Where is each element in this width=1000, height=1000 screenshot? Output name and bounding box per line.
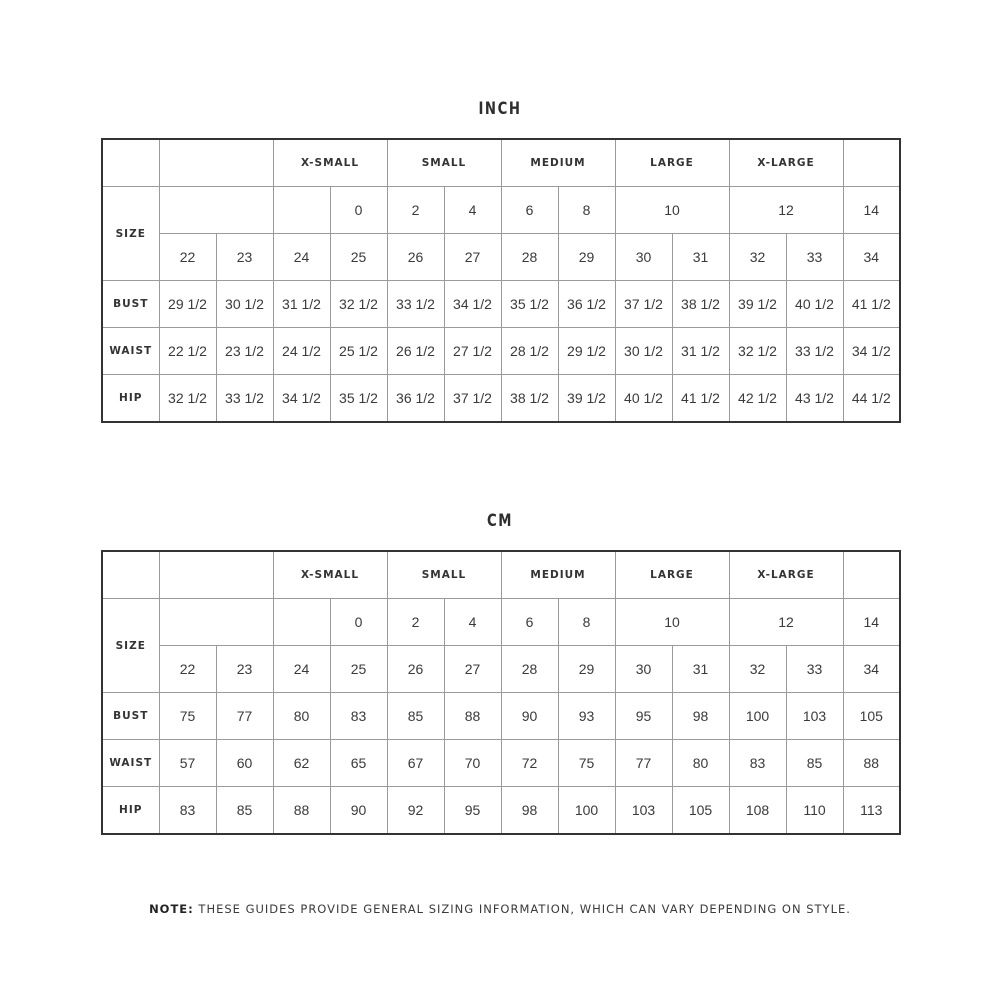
jean-size-cell: 33 bbox=[786, 646, 843, 693]
hip-value: 39 1/2 bbox=[558, 375, 615, 423]
bust-value: 80 bbox=[273, 693, 330, 740]
jean-size-cell: 30 bbox=[615, 646, 672, 693]
us-size-cell: 0 bbox=[330, 599, 387, 646]
us-size-cell: 2 bbox=[387, 599, 444, 646]
blank-group-cell bbox=[843, 139, 900, 187]
bust-row-label: BUST bbox=[102, 281, 159, 328]
hip-value: 43 1/2 bbox=[786, 375, 843, 423]
hip-value: 36 1/2 bbox=[387, 375, 444, 423]
us-size-cell: 6 bbox=[501, 187, 558, 234]
bust-value: 83 bbox=[330, 693, 387, 740]
bust-value: 33 1/2 bbox=[387, 281, 444, 328]
jean-size-cell: 31 bbox=[672, 234, 729, 281]
waist-value: 77 bbox=[615, 740, 672, 787]
waist-value: 27 1/2 bbox=[444, 328, 501, 375]
jean-size-cell: 34 bbox=[843, 646, 900, 693]
jean-size-row bbox=[102, 646, 900, 693]
us-size-cell: 4 bbox=[444, 187, 501, 234]
hip-value: 83 bbox=[159, 787, 216, 835]
hip-value: 38 1/2 bbox=[501, 375, 558, 423]
jean-size-cell: 30 bbox=[615, 234, 672, 281]
bust-value: 103 bbox=[786, 693, 843, 740]
hip-value: 41 1/2 bbox=[672, 375, 729, 423]
jean-size-cell: 24 bbox=[273, 646, 330, 693]
group-x-small: X-SMALL bbox=[273, 551, 387, 599]
blank-size-cell bbox=[273, 599, 330, 646]
group-large: LARGE bbox=[615, 551, 729, 599]
waist-value: 70 bbox=[444, 740, 501, 787]
jean-size-cell: 32 bbox=[729, 234, 786, 281]
waist-value: 60 bbox=[216, 740, 273, 787]
bust-value: 40 1/2 bbox=[786, 281, 843, 328]
waist-value: 83 bbox=[729, 740, 786, 787]
note-prefix: NOTE: bbox=[149, 902, 194, 916]
jean-size-cell: 32 bbox=[729, 646, 786, 693]
waist-value: 28 1/2 bbox=[501, 328, 558, 375]
us-size-cell: 10 bbox=[615, 187, 729, 234]
waist-row-label: WAIST bbox=[102, 740, 159, 787]
group-medium: MEDIUM bbox=[501, 551, 615, 599]
hip-value: 110 bbox=[786, 787, 843, 835]
bust-value: 36 1/2 bbox=[558, 281, 615, 328]
hip-value: 35 1/2 bbox=[330, 375, 387, 423]
bust-value: 77 bbox=[216, 693, 273, 740]
jean-size-cell: 31 bbox=[672, 646, 729, 693]
bust-value: 88 bbox=[444, 693, 501, 740]
bust-value: 85 bbox=[387, 693, 444, 740]
corner-cell bbox=[102, 139, 159, 187]
jean-size-cell: 22 bbox=[159, 234, 216, 281]
jean-size-cell: 23 bbox=[216, 646, 273, 693]
bust-value: 98 bbox=[672, 693, 729, 740]
waist-value: 30 1/2 bbox=[615, 328, 672, 375]
bust-value: 35 1/2 bbox=[501, 281, 558, 328]
us-size-cell: 4 bbox=[444, 599, 501, 646]
hip-value: 33 1/2 bbox=[216, 375, 273, 423]
blank-group-cell bbox=[159, 551, 273, 599]
blank-group-cell bbox=[159, 139, 273, 187]
us-size-cell: 12 bbox=[729, 599, 843, 646]
us-size-cell: 14 bbox=[843, 187, 900, 234]
inch-title: INCH bbox=[478, 99, 522, 119]
hip-value: 103 bbox=[615, 787, 672, 835]
blank-size-cell bbox=[159, 187, 273, 234]
hip-value: 108 bbox=[729, 787, 786, 835]
hip-value: 32 1/2 bbox=[159, 375, 216, 423]
jean-size-cell: 34 bbox=[843, 234, 900, 281]
bust-value: 34 1/2 bbox=[444, 281, 501, 328]
bust-value: 75 bbox=[159, 693, 216, 740]
bust-value: 29 1/2 bbox=[159, 281, 216, 328]
bust-value: 90 bbox=[501, 693, 558, 740]
hip-row-label: HIP bbox=[102, 375, 159, 423]
group-x-large: X-LARGE bbox=[729, 139, 843, 187]
jean-size-cell: 22 bbox=[159, 646, 216, 693]
blank-size-cell bbox=[159, 599, 273, 646]
group-x-large: X-LARGE bbox=[729, 551, 843, 599]
bust-value: 38 1/2 bbox=[672, 281, 729, 328]
waist-value: 25 1/2 bbox=[330, 328, 387, 375]
bust-value: 93 bbox=[558, 693, 615, 740]
waist-value: 24 1/2 bbox=[273, 328, 330, 375]
jean-size-cell: 33 bbox=[786, 234, 843, 281]
us-size-cell: 8 bbox=[558, 599, 615, 646]
bust-row bbox=[102, 693, 900, 740]
waist-row bbox=[102, 740, 900, 787]
jean-size-cell: 26 bbox=[387, 234, 444, 281]
corner-cell bbox=[102, 551, 159, 599]
jean-size-cell: 23 bbox=[216, 234, 273, 281]
bust-value: 31 1/2 bbox=[273, 281, 330, 328]
waist-value: 34 1/2 bbox=[843, 328, 900, 375]
hip-row bbox=[102, 787, 900, 835]
waist-value: 65 bbox=[330, 740, 387, 787]
group-small: SMALL bbox=[387, 551, 501, 599]
group-medium: MEDIUM bbox=[501, 139, 615, 187]
waist-value: 29 1/2 bbox=[558, 328, 615, 375]
hip-row bbox=[102, 375, 900, 423]
waist-value: 67 bbox=[387, 740, 444, 787]
inch-size-table bbox=[101, 138, 901, 423]
us-size-cell: 8 bbox=[558, 187, 615, 234]
waist-row-label: WAIST bbox=[102, 328, 159, 375]
us-size-row bbox=[102, 599, 900, 646]
group-small: SMALL bbox=[387, 139, 501, 187]
hip-value: 88 bbox=[273, 787, 330, 835]
waist-value: 85 bbox=[786, 740, 843, 787]
hip-value: 37 1/2 bbox=[444, 375, 501, 423]
group-header-row bbox=[102, 551, 900, 599]
us-size-row bbox=[102, 187, 900, 234]
hip-value: 95 bbox=[444, 787, 501, 835]
jean-size-cell: 27 bbox=[444, 234, 501, 281]
hip-value: 85 bbox=[216, 787, 273, 835]
waist-value: 31 1/2 bbox=[672, 328, 729, 375]
waist-value: 33 1/2 bbox=[786, 328, 843, 375]
bust-value: 41 1/2 bbox=[843, 281, 900, 328]
bust-value: 32 1/2 bbox=[330, 281, 387, 328]
waist-value: 88 bbox=[843, 740, 900, 787]
blank-group-cell bbox=[843, 551, 900, 599]
hip-value: 98 bbox=[501, 787, 558, 835]
waist-value: 22 1/2 bbox=[159, 328, 216, 375]
us-size-cell: 2 bbox=[387, 187, 444, 234]
blank-size-cell bbox=[273, 187, 330, 234]
note-text: THESE GUIDES PROVIDE GENERAL SIZING INFORMATION, WHICH CAN VARY DEPENDING ON STYLE. bbox=[198, 902, 851, 916]
jean-size-cell: 24 bbox=[273, 234, 330, 281]
hip-value: 90 bbox=[330, 787, 387, 835]
waist-value: 32 1/2 bbox=[729, 328, 786, 375]
hip-value: 105 bbox=[672, 787, 729, 835]
hip-value: 100 bbox=[558, 787, 615, 835]
us-size-cell: 6 bbox=[501, 599, 558, 646]
bust-row bbox=[102, 281, 900, 328]
waist-value: 80 bbox=[672, 740, 729, 787]
hip-value: 40 1/2 bbox=[615, 375, 672, 423]
bust-row-label: BUST bbox=[102, 693, 159, 740]
bust-value: 95 bbox=[615, 693, 672, 740]
jean-size-cell: 28 bbox=[501, 234, 558, 281]
hip-value: 44 1/2 bbox=[843, 375, 900, 423]
jean-size-cell: 27 bbox=[444, 646, 501, 693]
bust-value: 37 1/2 bbox=[615, 281, 672, 328]
hip-value: 113 bbox=[843, 787, 900, 835]
group-large: LARGE bbox=[615, 139, 729, 187]
hip-row-label: HIP bbox=[102, 787, 159, 835]
bust-value: 30 1/2 bbox=[216, 281, 273, 328]
jean-size-cell: 29 bbox=[558, 646, 615, 693]
us-size-cell: 0 bbox=[330, 187, 387, 234]
us-size-cell: 10 bbox=[615, 599, 729, 646]
jean-size-cell: 25 bbox=[330, 646, 387, 693]
waist-row bbox=[102, 328, 900, 375]
hip-value: 42 1/2 bbox=[729, 375, 786, 423]
waist-value: 26 1/2 bbox=[387, 328, 444, 375]
bust-value: 39 1/2 bbox=[729, 281, 786, 328]
group-x-small: X-SMALL bbox=[273, 139, 387, 187]
jean-size-cell: 29 bbox=[558, 234, 615, 281]
size-row-label: SIZE bbox=[102, 599, 159, 693]
cm-size-table bbox=[101, 550, 901, 835]
jean-size-cell: 26 bbox=[387, 646, 444, 693]
bust-value: 105 bbox=[843, 693, 900, 740]
sizing-note bbox=[0, 902, 1000, 916]
jean-size-cell: 25 bbox=[330, 234, 387, 281]
waist-value: 57 bbox=[159, 740, 216, 787]
cm-title: CM bbox=[486, 511, 514, 531]
us-size-cell: 14 bbox=[843, 599, 900, 646]
us-size-cell: 12 bbox=[729, 187, 843, 234]
size-row-label: SIZE bbox=[102, 187, 159, 281]
hip-value: 92 bbox=[387, 787, 444, 835]
jean-size-row bbox=[102, 234, 900, 281]
waist-value: 23 1/2 bbox=[216, 328, 273, 375]
group-header-row bbox=[102, 139, 900, 187]
waist-value: 72 bbox=[501, 740, 558, 787]
hip-value: 34 1/2 bbox=[273, 375, 330, 423]
jean-size-cell: 28 bbox=[501, 646, 558, 693]
waist-value: 75 bbox=[558, 740, 615, 787]
bust-value: 100 bbox=[729, 693, 786, 740]
waist-value: 62 bbox=[273, 740, 330, 787]
